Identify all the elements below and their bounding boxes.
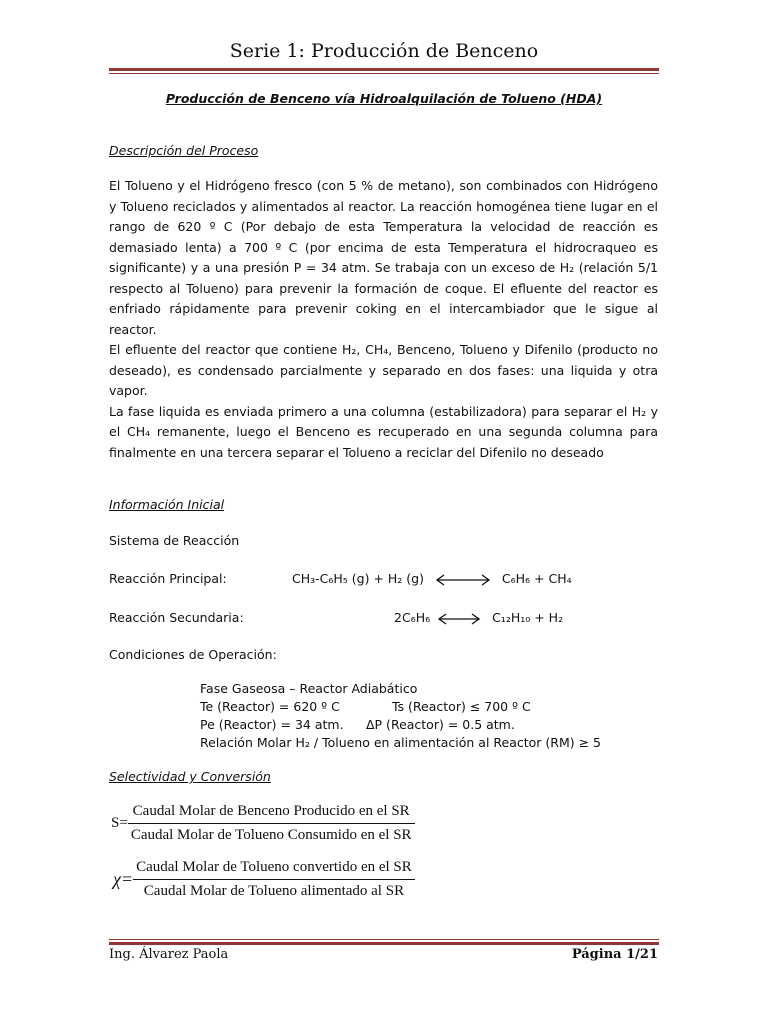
footer-rule-thin bbox=[109, 939, 659, 940]
main-reaction-equation bbox=[292, 571, 572, 586]
main-reaction-reactants: CH₃-C₆H₅ (g) + H₂ (g) bbox=[292, 571, 424, 586]
footer-rule-thick bbox=[109, 942, 659, 945]
condition-ts: Ts (Reactor) ≤ 700 º C bbox=[392, 699, 531, 714]
header-rule-thin bbox=[109, 73, 659, 74]
selectivity-formula bbox=[108, 803, 415, 844]
description-paragraph: La fase liquida es enviada primero a una columna (estabilizadora) para separar el H₂ y el CH₄ remanente, luego el Benceno es recuperado en una segunda columna para finalmente en una tercera separar el Tolueno a reciclar del Difenilo no deseado bbox=[109, 403, 658, 460]
description-paragraph: El Tolueno y el Hidrógeno fresco (con 5 % de metano), son combinados con Hidrógeno y Tolueno reciclados y alimentados al reactor. La reacción homogénea tiene lugar en el rango de 620 º C (Por debajo de esta Temperatura la velocidad de reacción es demasiado lenta) a 700 º C (por encima de esta Temperatura el hidrocraqueo es significante) y a una presión P = 34 atm. Se trabaja con un exceso de H₂ (relación 5/1 respecto al Tolueno) para prevenir la formación de coque. El efluente del reactor es enfriado rápidamente para prevenir coking en el intercambiador que le sigue al reactor. bbox=[109, 178, 658, 337]
double-arrow-icon bbox=[434, 574, 492, 586]
footer-author: Ing. Álvarez Paola bbox=[109, 947, 229, 962]
header-rule-thick bbox=[109, 68, 659, 71]
operating-conditions-label: Condiciones de Operación: bbox=[109, 647, 277, 662]
conversion-denominator: Caudal Molar de Tolueno alimentado al SR bbox=[143, 883, 405, 899]
page-header-title: Serie 1: Producción de Benceno bbox=[229, 40, 539, 62]
reaction-system-label: Sistema de Reacción bbox=[109, 533, 240, 548]
condition-phase: Fase Gaseosa – Reactor Adiabático bbox=[200, 681, 418, 696]
double-arrow-icon bbox=[436, 613, 482, 625]
main-reaction-products: C₆H₆ + CH₄ bbox=[501, 571, 572, 586]
side-reaction-products: C₁₂H₁₀ + H₂ bbox=[492, 610, 564, 625]
selectivity-numerator: Caudal Molar de Benceno Producido en el SR bbox=[128, 803, 415, 824]
footer-page-number: Página 1/21 bbox=[571, 947, 658, 962]
condition-dp: ΔP (Reactor) = 0.5 atm. bbox=[366, 717, 515, 732]
condition-molar-ratio: Relación Molar H₂ / Tolueno en alimentación al Reactor (RM) ≥ 5 bbox=[200, 735, 602, 750]
section-heading-initial-info: Información Inicial bbox=[109, 497, 225, 512]
conversion-symbol: χ= bbox=[113, 869, 134, 889]
section-heading-description: Descripción del Proceso bbox=[109, 143, 259, 158]
condition-pe: Pe (Reactor) = 34 atm. bbox=[200, 717, 344, 732]
section-heading-selectivity: Selectividad y Conversión bbox=[109, 769, 271, 784]
description-paragraph: El efluente del reactor que contiene H₂, CH₄, Benceno, Tolueno y Difenilo (producto no deseado), es condensado parcialmente y separado en dos fases: una liquida y otra vapor. bbox=[109, 342, 658, 398]
description-body bbox=[109, 176, 658, 463]
conversion-numerator: Caudal Molar de Tolueno convertido en el SR bbox=[133, 859, 415, 880]
side-reaction-equation bbox=[394, 610, 563, 625]
condition-te: Te (Reactor) = 620 º C bbox=[200, 699, 340, 714]
selectivity-symbol: S= bbox=[111, 815, 128, 831]
document-subtitle: Producción de Benceno vía Hidroalquilación de Tolueno (HDA) bbox=[165, 91, 603, 106]
selectivity-denominator: Caudal Molar de Tolueno Consumido en el SR bbox=[130, 827, 412, 843]
conversion-formula bbox=[110, 859, 415, 900]
side-reaction-label: Reacción Secundaria: bbox=[109, 610, 244, 625]
side-reaction-reactants: 2C₆H₆ bbox=[394, 610, 431, 625]
main-reaction-label: Reacción Principal: bbox=[109, 571, 227, 586]
